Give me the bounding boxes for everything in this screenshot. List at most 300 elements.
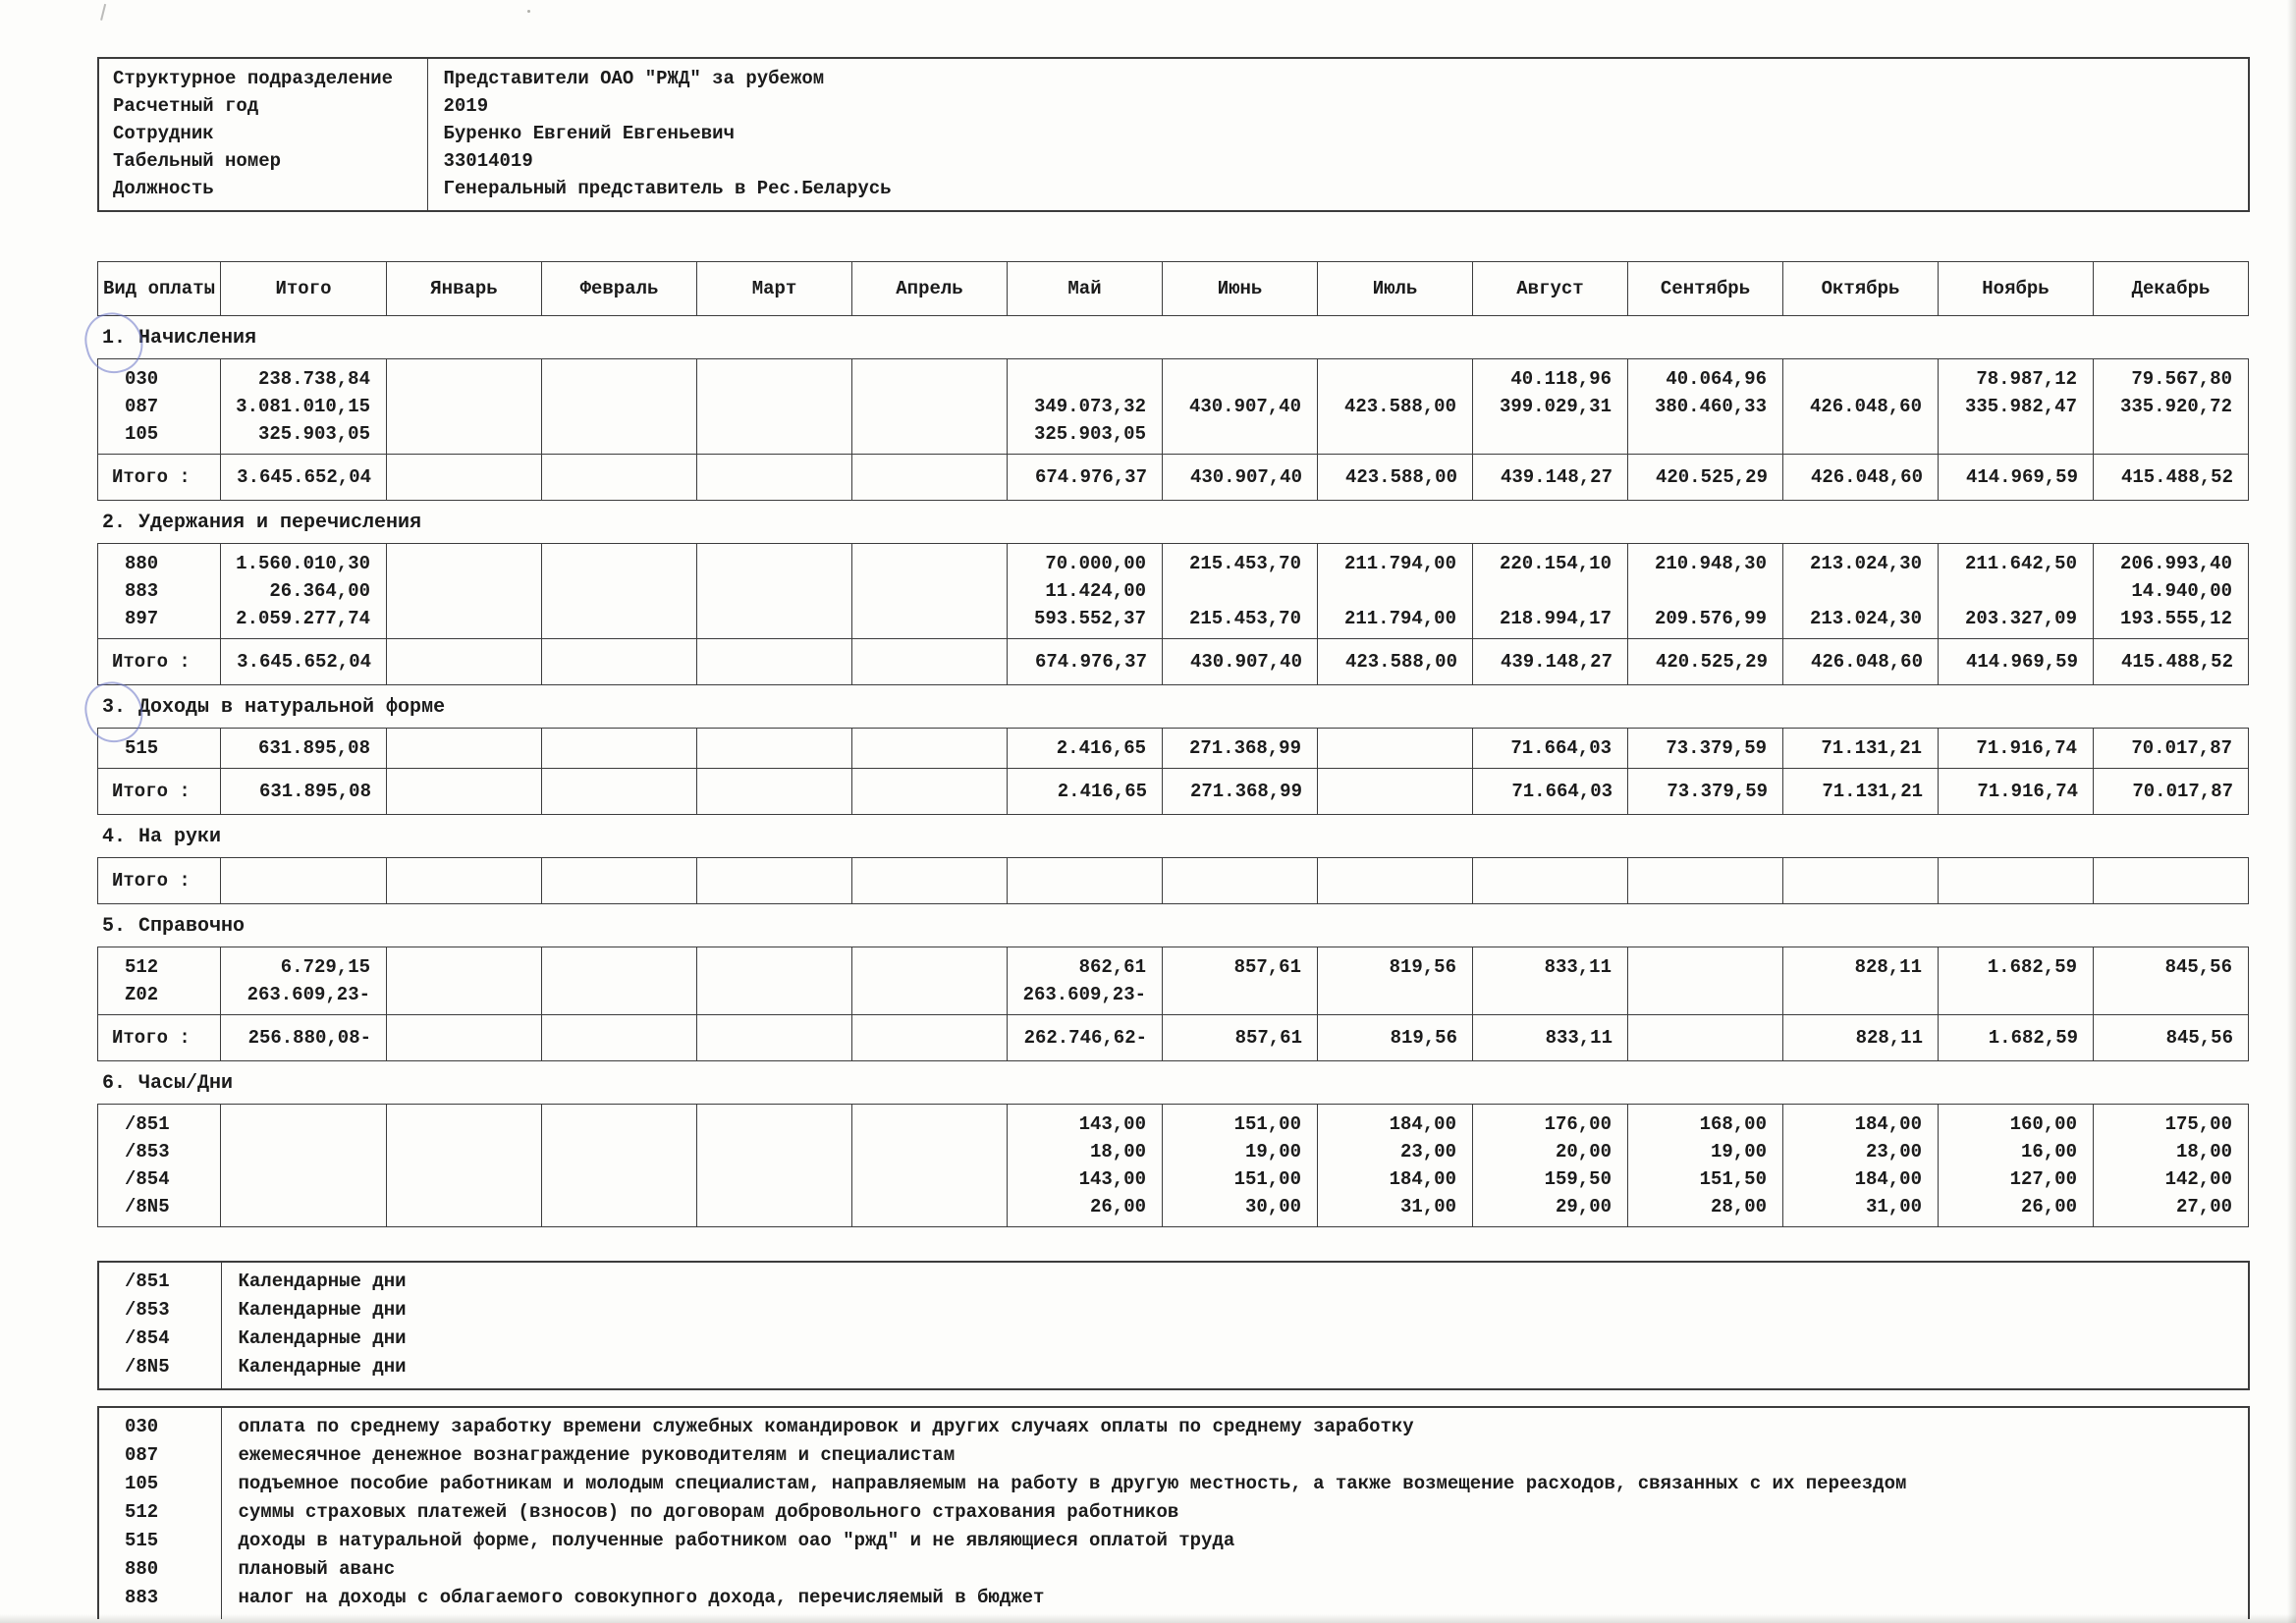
pay-code: /854: [125, 1168, 170, 1190]
month-values-cell: [1473, 947, 1628, 1015]
pay-value: 151,00: [1233, 1168, 1301, 1190]
pay-value: 325.903,05: [257, 423, 370, 445]
month-values-cell: [1163, 1105, 1318, 1227]
pay-value: [543, 393, 695, 420]
pay-value: [853, 393, 1006, 420]
total-value: 426.048,60: [1783, 639, 1939, 685]
pay-value: 203.327,09: [1964, 608, 2077, 629]
section-total-row: [98, 639, 2249, 685]
pay-value: 430.907,40: [1188, 396, 1301, 417]
pay-value: [1784, 577, 1937, 605]
section: [97, 1072, 2249, 1227]
pay-value: [698, 1110, 850, 1138]
total-value: 430.907,40: [1163, 455, 1318, 501]
month-values-cell: [852, 544, 1008, 639]
total-value: 415.488,52: [2094, 639, 2249, 685]
pay-value: [543, 734, 695, 762]
total-value: 819,56: [1318, 1015, 1473, 1061]
pay-value: [698, 981, 850, 1008]
total-value: [1163, 858, 1318, 904]
scan-edge-right: [2287, 0, 2296, 1623]
total-value: 426.048,60: [1783, 455, 1939, 501]
pay-value: 143,00: [1078, 1113, 1146, 1135]
total-value: 415.488,52: [2094, 455, 2249, 501]
pay-value: 14.940,00: [2131, 580, 2232, 602]
month-values-cell: [1473, 544, 1628, 639]
pay-value: [543, 1138, 695, 1165]
month-values-cell: [542, 947, 697, 1015]
pay-value: [543, 1165, 695, 1193]
field-value: 2019: [427, 92, 2249, 120]
month-values-cell: [542, 359, 697, 455]
legend-code: 087: [125, 1444, 159, 1466]
total-value: [542, 769, 697, 815]
legend-row: [98, 1470, 2249, 1498]
month-values-cell: [1318, 359, 1473, 455]
legend-description: Календарные дни: [221, 1325, 2249, 1353]
pay-value: [853, 605, 1006, 632]
month-values-cell: [1163, 729, 1318, 769]
pay-value: 213.024,30: [1809, 553, 1922, 574]
pay-value: [1784, 365, 1937, 393]
total-value: 631.895,08: [221, 769, 387, 815]
total-value: 73.379,59: [1628, 769, 1783, 815]
month-values-cell: [1163, 544, 1318, 639]
payroll-section-table: [97, 947, 2249, 1061]
pay-value: 73.379,59: [1666, 737, 1767, 759]
pay-code: 030: [125, 368, 159, 390]
pay-value: [388, 365, 540, 393]
pay-value: 238.738,84: [257, 368, 370, 390]
pay-value: [1784, 981, 1937, 1008]
pay-value: 325.903,05: [1033, 423, 1146, 445]
pay-value: [698, 605, 850, 632]
pay-code: /853: [125, 1141, 170, 1163]
column-header: Июль: [1318, 262, 1473, 316]
month-values-cell: [1318, 729, 1473, 769]
pay-value: [222, 1193, 385, 1220]
pay-value: [698, 577, 850, 605]
month-values-cell: [1939, 947, 2094, 1015]
total-value: [1318, 858, 1473, 904]
pay-value: 40.118,96: [1510, 368, 1612, 390]
month-values-cell: [697, 544, 852, 639]
section-number: 5.: [102, 915, 127, 938]
pay-code: Z02: [125, 984, 159, 1005]
month-values-cell: [852, 947, 1008, 1015]
pay-value: 175,00: [2164, 1113, 2232, 1135]
month-values-cell: [697, 359, 852, 455]
pay-value: [1164, 981, 1316, 1008]
pay-value: 29,00: [1555, 1196, 1612, 1217]
total-value: [697, 1015, 852, 1061]
total-value: 674.976,37: [1008, 455, 1163, 501]
pay-value: [1629, 420, 1781, 448]
section-number: 6.: [102, 1072, 127, 1095]
pay-value: [853, 1110, 1006, 1138]
pay-value: [1009, 365, 1161, 393]
total-value: [387, 769, 542, 815]
total-value: 70.017,87: [2094, 769, 2249, 815]
pay-value: 40.064,96: [1666, 368, 1767, 390]
total-value: 420.525,29: [1628, 639, 1783, 685]
pay-value: [853, 1193, 1006, 1220]
pay-value: [698, 550, 850, 577]
pay-value: 593.552,37: [1033, 608, 1146, 629]
months-header-row: [98, 262, 2249, 316]
pay-value: 845,56: [2164, 956, 2232, 978]
month-values-cell: [1163, 359, 1318, 455]
codes-cell: [98, 1105, 221, 1227]
month-values-cell: [1008, 947, 1163, 1015]
total-value: [387, 1015, 542, 1061]
field-label: Расчетный год: [113, 95, 259, 117]
pay-code: 897: [125, 608, 159, 629]
month-values-cell: [697, 1105, 852, 1227]
pay-value: 184,00: [1854, 1113, 1922, 1135]
pay-value: [388, 1110, 540, 1138]
legend-description: оплата по среднему заработку времени служебных командировок и других случаях оплаты по среднему заработку: [221, 1407, 2249, 1441]
pay-code: 515: [125, 737, 159, 759]
month-values-cell: [1008, 729, 1163, 769]
section-data-block: [98, 947, 2249, 1015]
column-header: Январь: [387, 262, 542, 316]
legend-code: /8N5: [125, 1356, 170, 1378]
months-header-table: [97, 261, 2249, 316]
pay-value: [543, 550, 695, 577]
pay-value: 211.794,00: [1343, 553, 1456, 574]
column-header: Вид оплаты: [98, 262, 221, 316]
pay-value: 23,00: [1865, 1141, 1922, 1163]
column-header: Февраль: [542, 262, 697, 316]
month-values-cell: [542, 729, 697, 769]
pay-value: 206.993,40: [2119, 553, 2232, 574]
pay-code: /8N5: [125, 1196, 170, 1217]
total-value: 3.645.652,04: [221, 455, 387, 501]
pay-value: 19,00: [1710, 1141, 1767, 1163]
month-values-cell: [1473, 729, 1628, 769]
column-header: Март: [697, 262, 852, 316]
pay-value: 271.368,99: [1188, 737, 1301, 759]
section-title: Доходы в натуральной форме: [138, 696, 446, 719]
legend-row: [98, 1441, 2249, 1470]
total-value: [1008, 858, 1163, 904]
pay-value: 11.424,00: [1045, 580, 1146, 602]
pay-value: 209.576,99: [1654, 608, 1767, 629]
total-value: [852, 639, 1008, 685]
section-number: 1.: [102, 327, 127, 350]
section-heading: [97, 327, 2249, 350]
field-label: Структурное подразделение: [113, 68, 394, 89]
column-header: Апрель: [852, 262, 1008, 316]
pay-value: 78.987,12: [1976, 368, 2077, 390]
month-values-cell: [2094, 729, 2249, 769]
pay-code: /851: [125, 1113, 170, 1135]
section-heading: [97, 915, 2249, 938]
pay-value: 26,00: [2020, 1196, 2077, 1217]
pay-value: 833,11: [1544, 956, 1612, 978]
header-field-row: [98, 120, 2249, 147]
pay-value: 159,50: [1544, 1168, 1612, 1190]
total-value: 423.588,00: [1318, 455, 1473, 501]
total-value: [387, 858, 542, 904]
pay-value: [388, 550, 540, 577]
month-values-cell: [1939, 1105, 2094, 1227]
total-value: 71.916,74: [1939, 769, 2094, 815]
field-label: Табельный номер: [113, 150, 282, 172]
pay-value: 819,56: [1389, 956, 1456, 978]
pay-value: [1164, 577, 1316, 605]
month-values-cell: [2094, 544, 2249, 639]
pay-value: 151,00: [1233, 1113, 1301, 1135]
pay-value: 143,00: [1078, 1168, 1146, 1190]
pay-value: 31,00: [1399, 1196, 1456, 1217]
legend-row: [98, 1353, 2249, 1389]
total-value: 828,11: [1783, 1015, 1939, 1061]
legend-description: суммы страховых платежей (взносов) по договорам добровольного страхования работников: [221, 1498, 2249, 1527]
pay-value: 176,00: [1544, 1113, 1612, 1135]
pay-value: 30,00: [1244, 1196, 1301, 1217]
field-value: Генеральный представитель в Рес.Беларусь: [427, 175, 2249, 211]
pay-value: [543, 981, 695, 1008]
pay-value: 349.073,32: [1033, 396, 1146, 417]
pay-value: 423.588,00: [1343, 396, 1456, 417]
pay-value: 79.567,80: [2131, 368, 2232, 390]
section-total-row: [98, 858, 2249, 904]
field-label: Сотрудник: [113, 123, 214, 144]
total-value: [1628, 858, 1783, 904]
pay-value: 26,00: [1089, 1196, 1146, 1217]
legend-code: 030: [125, 1416, 159, 1437]
pay-value: [388, 393, 540, 420]
month-values-cell: [221, 544, 387, 639]
pay-value: [1474, 420, 1626, 448]
pay-value: 335.982,47: [1964, 396, 2077, 417]
legend-row: [98, 1296, 2249, 1325]
pay-value: [1164, 420, 1316, 448]
pay-value: [388, 981, 540, 1008]
total-value: 256.880,08-: [221, 1015, 387, 1061]
month-values-cell: [387, 1105, 542, 1227]
total-value: 833,11: [1473, 1015, 1628, 1061]
pay-value: 127,00: [2009, 1168, 2077, 1190]
month-values-cell: [387, 544, 542, 639]
month-values-cell: [1939, 544, 2094, 639]
pay-code: 087: [125, 396, 159, 417]
legend-code: 883: [125, 1587, 159, 1608]
pay-value: 215.453,70: [1188, 608, 1301, 629]
pay-code: 105: [125, 423, 159, 445]
pay-value: 857,61: [1233, 956, 1301, 978]
pay-value: [853, 420, 1006, 448]
pay-value: [388, 953, 540, 981]
pay-value: 71.664,03: [1510, 737, 1612, 759]
pay-value: [388, 420, 540, 448]
pay-value: 220.154,10: [1499, 553, 1612, 574]
pay-value: 27,00: [2175, 1196, 2232, 1217]
section-title: Начисления: [138, 327, 257, 350]
pay-value: [388, 1138, 540, 1165]
total-value: [542, 1015, 697, 1061]
header-field-row: [98, 147, 2249, 175]
section-title: Часы/Дни: [138, 1072, 234, 1095]
section-data-block: [98, 544, 2249, 639]
section-heading: [97, 512, 2249, 534]
month-values-cell: [387, 359, 542, 455]
month-values-cell: [697, 729, 852, 769]
pay-value: 2.059.277,74: [236, 608, 370, 629]
month-values-cell: [221, 359, 387, 455]
month-values-cell: [1008, 1105, 1163, 1227]
pay-value: [853, 981, 1006, 1008]
pay-value: 211.794,00: [1343, 608, 1456, 629]
total-value: 71.131,21: [1783, 769, 1939, 815]
legend-description: Календарные дни: [221, 1262, 2249, 1296]
month-values-cell: [387, 947, 542, 1015]
pay-value: [1319, 577, 1471, 605]
legend-description: Календарные дни: [221, 1353, 2249, 1389]
total-value: [542, 455, 697, 501]
month-values-cell: [852, 1105, 1008, 1227]
pay-value: [388, 577, 540, 605]
pay-value: [1474, 577, 1626, 605]
header-field-row: [98, 92, 2249, 120]
section-number: 4.: [102, 826, 127, 848]
total-value: 3.645.652,04: [221, 639, 387, 685]
pay-value: [853, 1165, 1006, 1193]
scan-edge-bottom: [0, 1614, 2296, 1623]
total-value: [1628, 1015, 1783, 1061]
column-header: Декабрь: [2094, 262, 2249, 316]
month-values-cell: [1318, 947, 1473, 1015]
pay-value: [698, 734, 850, 762]
section-total-row: [98, 455, 2249, 501]
legend-row: [98, 1407, 2249, 1441]
total-label: Итого :: [98, 455, 221, 501]
pay-value: 213.024,30: [1809, 608, 1922, 629]
column-header: Июнь: [1163, 262, 1318, 316]
month-values-cell: [1163, 947, 1318, 1015]
total-value: [2094, 858, 2249, 904]
pay-value: 70.000,00: [1045, 553, 1146, 574]
pay-value: 263.609,23-: [246, 984, 370, 1005]
pay-code: 880: [125, 553, 159, 574]
pay-value: [1784, 420, 1937, 448]
month-values-cell: [2094, 947, 2249, 1015]
pay-value: [2095, 420, 2247, 448]
pay-value: [388, 605, 540, 632]
pay-value: 3.081.010,15: [236, 396, 370, 417]
total-value: [387, 455, 542, 501]
pay-value: 70.017,87: [2131, 737, 2232, 759]
total-value: [1783, 858, 1939, 904]
month-values-cell: [697, 947, 852, 1015]
column-header: Май: [1008, 262, 1163, 316]
section-title: Справочно: [138, 915, 246, 938]
legend-code: /853: [125, 1299, 170, 1321]
pay-value: 20,00: [1555, 1141, 1612, 1163]
pay-value: [543, 605, 695, 632]
pay-value: [853, 550, 1006, 577]
field-label: Должность: [113, 178, 214, 199]
pay-value: [853, 365, 1006, 393]
pay-value: 18,00: [2175, 1141, 2232, 1163]
pay-value: [1940, 420, 2092, 448]
month-values-cell: [221, 729, 387, 769]
legend-description: плановый аванс: [221, 1555, 2249, 1584]
pay-value: 193.555,12: [2119, 608, 2232, 629]
pay-value: 218.994,17: [1499, 608, 1612, 629]
month-values-cell: [1628, 729, 1783, 769]
pay-value: 23,00: [1399, 1141, 1456, 1163]
month-values-cell: [221, 947, 387, 1015]
legend-description: ежемесячное денежное вознаграждение руководителям и специалистам: [221, 1441, 2249, 1470]
pay-value: [853, 953, 1006, 981]
column-header: Итого: [221, 262, 387, 316]
pay-value: [388, 734, 540, 762]
month-values-cell: [1318, 544, 1473, 639]
pay-value: [698, 1165, 850, 1193]
total-label: Итого :: [98, 769, 221, 815]
pay-value: [1629, 981, 1781, 1008]
pay-value: 215.453,70: [1188, 553, 1301, 574]
month-values-cell: [1628, 359, 1783, 455]
month-values-cell: [1473, 359, 1628, 455]
pay-value: 168,00: [1699, 1113, 1767, 1135]
pay-value: [543, 953, 695, 981]
month-values-cell: [1628, 544, 1783, 639]
total-label: Итого :: [98, 858, 221, 904]
month-values-cell: [1008, 544, 1163, 639]
pay-value: 211.642,50: [1964, 553, 2077, 574]
pay-code: 512: [125, 956, 159, 978]
month-values-cell: [1783, 1105, 1939, 1227]
section-total-row: [98, 769, 2249, 815]
payroll-section-table: [97, 543, 2249, 685]
payslip-page: [97, 0, 2249, 1619]
pay-value: [388, 1165, 540, 1193]
total-value: 414.969,59: [1939, 455, 2094, 501]
pay-value: [853, 577, 1006, 605]
section-data-block: [98, 359, 2249, 455]
legend-code: 880: [125, 1558, 159, 1580]
section: [97, 915, 2249, 1061]
legend-row: [98, 1555, 2249, 1584]
total-value: 71.664,03: [1473, 769, 1628, 815]
pay-value: 160,00: [2009, 1113, 2077, 1135]
pay-value: 335.920,72: [2119, 396, 2232, 417]
pay-value: [698, 393, 850, 420]
legend-code: 515: [125, 1530, 159, 1551]
pay-value: 71.916,74: [1976, 737, 2077, 759]
pay-value: 19,00: [1244, 1141, 1301, 1163]
legend-days-table: [97, 1261, 2250, 1390]
pay-value: [698, 953, 850, 981]
legend-row: [98, 1262, 2249, 1296]
pay-value: [1164, 365, 1316, 393]
pay-value: [1319, 365, 1471, 393]
pay-value: [222, 1110, 385, 1138]
total-value: [1318, 769, 1473, 815]
total-value: [1939, 858, 2094, 904]
section: [97, 696, 2249, 815]
pay-value: 263.609,23-: [1022, 984, 1146, 1005]
pay-value: [1319, 734, 1471, 762]
legend-description: доходы в натуральной форме, полученные работником оао "ржд" и не являющиеся оплатой труда: [221, 1527, 2249, 1555]
pay-value: [853, 734, 1006, 762]
section-number: 3.: [102, 696, 127, 719]
pay-value: [1940, 577, 2092, 605]
